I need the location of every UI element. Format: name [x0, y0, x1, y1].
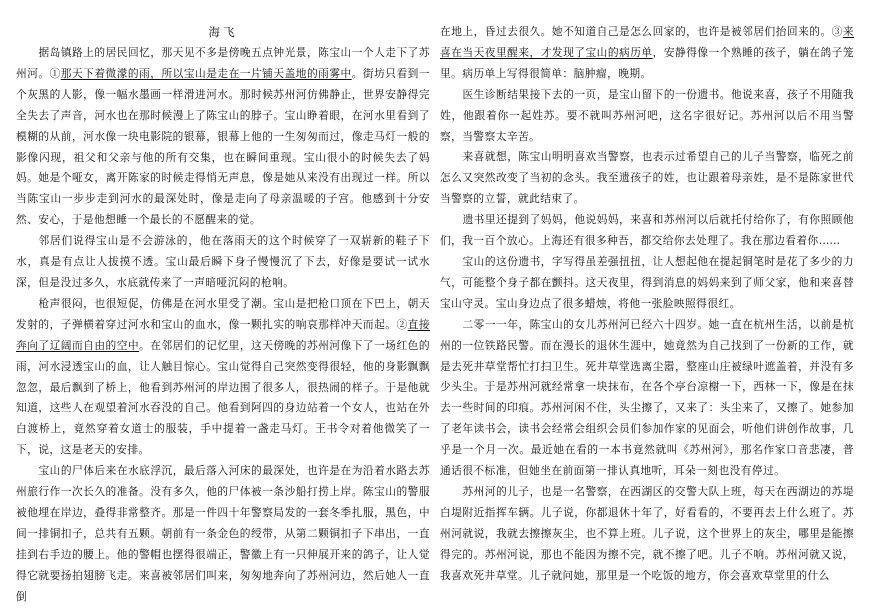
right-column [440, 22, 854, 586]
underlined-sentence-1: 那天下着微濛的雨，所以宝山是走在一片铺天盖地的雨雾中 [60, 66, 352, 80]
paragraph-1-text-b: 。街坊只看到一个灰黑的人影，像一幅水墨画一样滑进河水。那时候苏州河仿佛静止，世界安静得完全失去了声音，河水也在那时候漫上了陈宝山的脖子。宝山睁着眼，在河水里看到了模糊的从前，河水像一块电影院的银幕，银幕上他的一生匆匆而过，像走马灯一般的影像闪现，祖父和父亲与他的所有交集，也在瞬间重现。宝山很小的时候失去了妈妈。她是个哑女，离开陈家的时候走得悄无声息，像是她从来没有出现过一样。所以当陈宝山一步步走到河水的最深处时，像是走向了母亲温暖的子宫。他感到十分安然、安心，于是他想睡一个最长的不愿醒来的觉。 [16, 66, 430, 227]
paragraph-8 [440, 210, 854, 252]
page-title: 海飞 [208, 25, 238, 39]
paragraph-9: 宝山的这份遗书，字写得虽差强扭扭，让人想起他在提起铜笔时是花了多少的力气，可能整个身子都在颤抖。这天夜里，得到消息的妈妈来到了师父家，他和来喜替宝山守灵。宝山身边点了很多蜡烛，将他一张脸映照得很红。 [440, 254, 854, 310]
paragraph-10: 二零一一年，陈宝山的女儿苏州河已经六十四岁。她一直在杭州生活，以前是杭州的一位铁路民警。而在漫长的退休生涯中，她竟然为自己找到了一份新的工作，就是去死井草堂帮忙打扫卫生。死井草堂选离尘嚣，整座山庄被绿叶遮盖着，并没有多少头尘。于是苏州河就经常拿一块抹布，在各个亭台凉榭一下，西林一下，像是在抹去一些时间的印痕。苏州河闲不住，头尘擦了，又来了：头尘来了，又擦了。她参加了老年读书会，读书会经常会组织会员们参加作家的见面会，听他们讲创作故事，几乎是一个月一次。最近她在看的一本书竟然就叫《苏州河》，那名作家口音悲凄，普通话很不标准，但她坐在前面第一排认真地听，耳朵一刻也没有停过。 [440, 317, 854, 478]
paragraph-5-text-a: 在地上，昏过去很久。她不知道自己是怎么回家的，也许是被邻居们抬回来的。③ [440, 25, 843, 38]
paragraph-1-text-a: 据岛镇路上的居民回忆，那天见不多是傍晚五点钟光景，陈宝山一个人走下了苏州河。① [16, 46, 430, 80]
paragraph-5-text-b: ，安静得像一个熟睡的孩子，躺在鸽子笼里。病历单上写得很简单：脑肿瘤，晚期。 [440, 45, 854, 80]
paragraph-4: 宝山的尸体后来在水底浮沉，最后落入河床的最深处，也许是在为沿着水路去苏州旅行作一次长久的准备。没有多久，他的尸体被一条沙船打捞上岸。陈宝山的警服被他埋在岸边，叠得非常整齐。那是一件四十年警察局发的一套冬季扎服，黑色，中间一排铜扣子，总共有五颗。朝前有一条金色的绶带，从第二颗铜扣子下串出，一直挂到右手边的腰上。他的警帽也摆得很端正，警徽上有一只伸展开来的鸽子，让人觉得它就要扬拍翅膀飞走。来喜被邻居们叫来，匆匆地奔向了苏州河边，然后她人一直倒 [16, 464, 430, 603]
paragraph-8-text: 遗书里还提到了妈妈，他说妈妈，来喜和苏州河以后就托付给你了，有你照顾他们，我一百个放心。上海还有很多种吾，都交给你去处理了。我在那边看着你 [440, 213, 854, 248]
left-column [16, 22, 430, 607]
paragraph-1 [16, 43, 430, 231]
paragraph-5 [440, 22, 854, 85]
underlined-sentence-3: 来喜在当天夜里醒来，才发现了宝山的病历单 [440, 25, 854, 59]
paragraph-11: 苏州河的儿子，也是一名警察，在西湖区的交警大队上班，每天在西湖边的苏堤白堤附近指挥车辆。儿子说，你都退休十年了，好看看的，不要再去上什么班了。苏州河就说，我就去擦擦灰尘，也不算上班。儿子说，这个世界上的灰尘，哪里是能擦得完的。苏州河说，那也不能因为擦不完，就不擦了吧。儿子不响。苏州河就又说，我喜欢死井草堂。儿子就问她，那里是一个吃饭的地方，你会喜欢草堂里的什么 [440, 484, 854, 582]
paragraph-7: 来喜就想，陈宝山明明喜欢当警察，也表示过希望自己的儿子当警察，临死之前怎么又突然改变了当初的念头。我至遗孩子的姓，也让跟着母亲姓，是不是陈家世代当警察的立誓，就此结束了。 [440, 150, 854, 206]
paragraph-2: 邻居们说得宝山是不会游泳的，他在落雨天的这个时候穿了一双崭新的鞋子下水，真是有点让人拔摸不透。宝山最后瞬下身子慢慢沉了下去，好像是要试一试水深，但是没过多久，水底就传来了一声暗哑沉闷的枪响。 [16, 234, 430, 289]
paragraph-3-text-b: 。在邻居们的记忆里，这天傍晚的苏州河像下了一场红色的雨，河水浸透宝山的血，让人触目惊心。宝山觉得自己突然变得很轻，他的身影飘飘忽忽，最后飘到了桥上，他看到苏州河的岸边围了很多人，很热闹的样子。于是他就知道，这些人在观望着河水吞没的自己。他看到阿四的身边站着一个女人，也站在外白渡桥上，竟然穿着女道士的服装，手中提着一盏走马灯。王书令对着他微笑了一下，说，这是老天的安排。 [16, 338, 431, 457]
paragraph-6: 医生诊断结果接下去的一页，是宝山留下的一份遗书。他说来喜，孩子不用随我姓，他跟着你一起姓苏。要不就叫苏州河吧，这名字很好记。苏州河以后不用当警察，当警察太辛苦。 [440, 87, 854, 143]
ellipsis: …… [818, 234, 841, 248]
paragraph-3 [16, 294, 430, 461]
paragraph-3-text-a: 枪声很闷，也很短促，仿佛是在河水里受了潮。宝山是把枪口顶在下巴上，朝天发射的，子弹横着穿过河水和宝山的血水，像一颗扎实的响哀那样冲天而起。② [16, 296, 430, 331]
underlined-sentence-2: 直接奔向了辽阔而自由的空中 [16, 317, 430, 352]
